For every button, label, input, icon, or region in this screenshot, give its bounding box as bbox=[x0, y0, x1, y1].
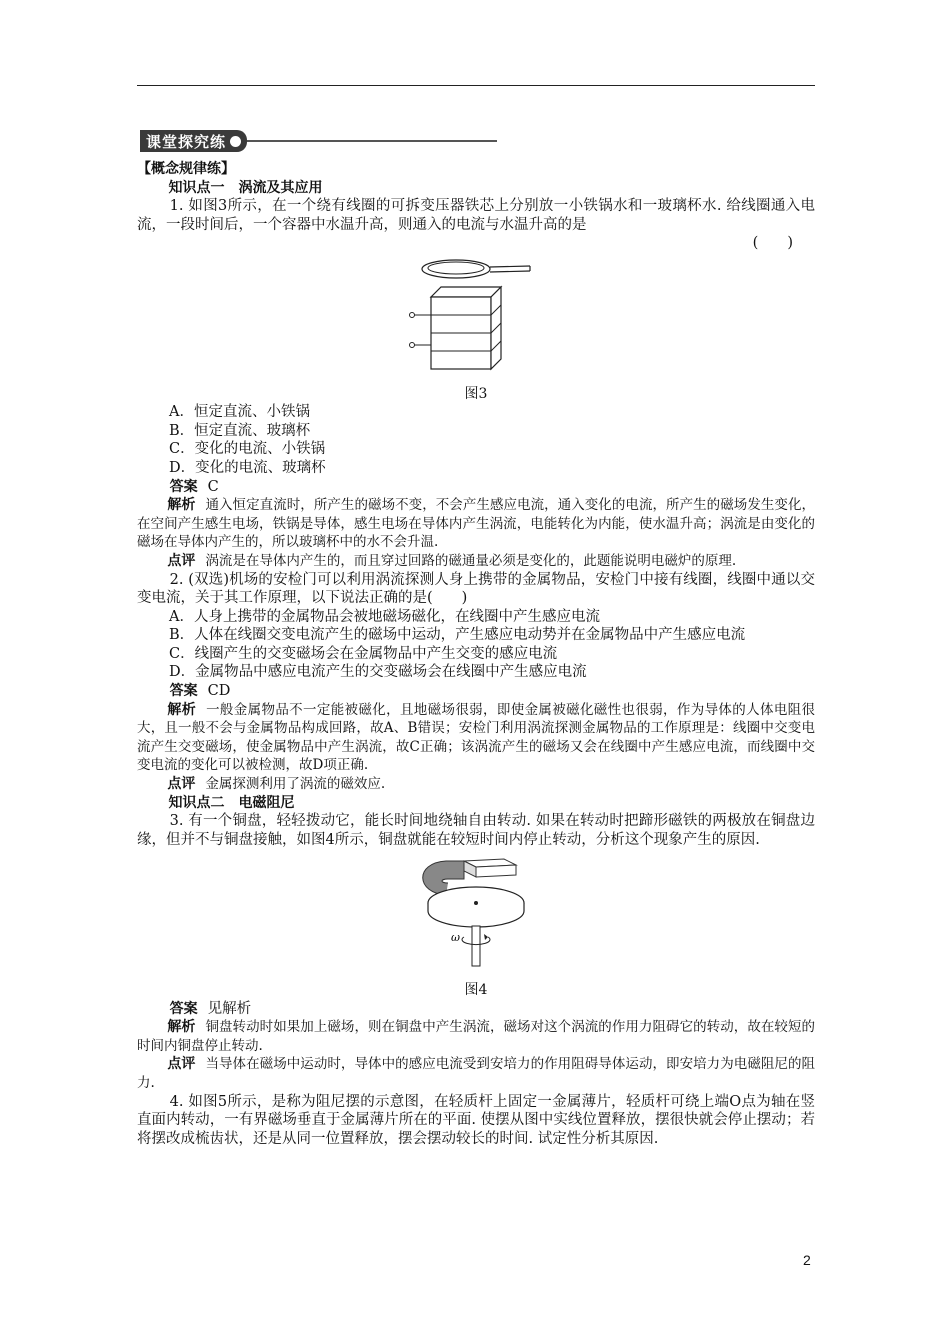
kp1-heading: 知识点一 涡流及其应用 bbox=[168, 179, 323, 196]
q1-option-a: A．恒定直流、小铁锅 bbox=[169, 404, 310, 421]
q3-answer-value: 见解析 bbox=[207, 1000, 252, 1017]
comment-label: 点评 bbox=[167, 1056, 196, 1073]
q3-answer bbox=[137, 1000, 815, 1019]
section-heading: 【概念规律练】 bbox=[137, 161, 235, 177]
q2-analysis-text: 一般金属物品不一定能被磁化，且地磁场很弱，即使金属被磁化磁性也很弱，作为导体的人体电阻很大，且一般不会与金属物品构成回路，故A、B错误；安检门利用涡流探测金属物品的工作原理是：线圈中交变电流产生交变磁场，使金属物品中产生涡流，故C正确；该涡流产生的磁场又会在线圈中产生感应电流，而线圈中交变电流的变化可以被检测，故D项正确. bbox=[137, 701, 816, 774]
comment-label: 点评 bbox=[167, 552, 196, 569]
q1-option-d: D．变化的电流、玻璃杯 bbox=[169, 459, 326, 476]
banner-box bbox=[140, 130, 247, 152]
q2-option-c: C．线圈产生的交变磁场会在金属物品中产生交变的感应电流 bbox=[169, 645, 558, 662]
q1-blank: ( ) bbox=[752, 235, 793, 252]
answer-label: 答案 bbox=[169, 683, 198, 700]
q2-comment-text: 金属探测利用了涡流的磁效应. bbox=[205, 776, 386, 793]
q2-comment bbox=[137, 775, 815, 794]
q1-analysis bbox=[137, 496, 815, 552]
q1-option-c: C．变化的电流、小铁锅 bbox=[169, 441, 326, 458]
banner-label: 课堂探究练 bbox=[146, 132, 227, 151]
q1-answer bbox=[137, 478, 815, 497]
q1-comment bbox=[137, 552, 815, 571]
q1-answer-value: C bbox=[207, 478, 219, 495]
q3-analysis bbox=[137, 1018, 815, 1055]
figure-4-caption: 图4 bbox=[464, 982, 488, 998]
q2-option-b: B．人体在线圈交变电流产生的磁场中运动，产生感应电动势并在金属物品中产生感应电流 bbox=[169, 627, 746, 644]
q2-option-a: A．人身上携带的金属物品会被地磁场磁化，在线圈中产生感应电流 bbox=[169, 608, 600, 625]
figure-3 bbox=[137, 257, 815, 383]
analysis-label: 解析 bbox=[167, 701, 197, 718]
kp2-heading: 知识点二 电磁阻尼 bbox=[168, 794, 295, 811]
q4-stem: 4. 如图5所示，是称为阻尼摆的示意图，在轻质杆上固定一金属薄片，轻质杆可绕上端O点为轴在竖直面内转动，一有界磁场垂直于金属薄片所在的平面. 使摆从图中实线位置释放，摆很快就会停止摆动；若将摆改成梳齿状，还是从同一位置释放，摆会摆动较长的时间. 试定性分析其原因. bbox=[137, 1093, 815, 1147]
q1-option-b: B．恒定直流、玻璃杯 bbox=[169, 422, 311, 439]
q2-option-d: D．金属物品中感应电流产生的交变磁场会在线圈中产生感应电流 bbox=[169, 664, 587, 681]
q1-analysis-text: 通入恒定直流时，所产生的磁场不变，不会产生感应电流，通入变化的电流，所产生的磁场发生变化，在空间产生感生电场，铁锅是导体，感生电场在导体内产生涡流，电能转化为内能，使水温升高；涡流是由变化的磁场在导体内产生的，所以玻璃杯中的水不会升温. bbox=[137, 497, 815, 551]
answer-label: 答案 bbox=[169, 478, 198, 495]
q3-analysis-text: 铜盘转动时如果加上磁场，则在铜盘中产生涡流，磁场对这个涡流的作用力阻碍它的转动，故在较短的时间内铜盘停止转动. bbox=[137, 1019, 815, 1054]
answer-label: 答案 bbox=[169, 1000, 198, 1017]
q2-answer-value: CD bbox=[207, 683, 231, 700]
q2-stem: 2. (双选)机场的安检门可以利用涡流探测人身上携带的金属物品，安检门中接有线圈，线圈中通以交变电流，关于其工作原理，以下说法正确的是( ) bbox=[137, 571, 815, 607]
page-number: 2 bbox=[803, 1252, 811, 1268]
q1-comment-text: 涡流是在导体内产生的，而且穿过回路的磁通量必须是变化的，此题能说明电磁炉的原理. bbox=[205, 552, 737, 569]
figure-3-drawing bbox=[406, 257, 546, 377]
q3-stem: 3. 有一个铜盘，轻轻拨动它，能长时间地绕轴自由转动. 如果在转动时把蹄形磁铁的两极放在铜盘边缘，但并不与铜盘接触，如图4所示，铜盘就能在较短时间内停止转动，分析这个现象产生的原因. bbox=[137, 813, 815, 848]
q3-comment-text: 当导体在磁场中运动时，导体中的感应电流受到安培力的作用阻碍导体运动，即安培力为电磁阻尼的阻力. bbox=[137, 1056, 815, 1091]
omega-label: ω bbox=[451, 931, 460, 945]
figure-4-drawing bbox=[406, 853, 546, 973]
q1-blank-line bbox=[137, 234, 815, 253]
q3-comment bbox=[137, 1055, 815, 1092]
section-banner bbox=[140, 130, 497, 152]
banner-line bbox=[247, 140, 497, 142]
q2-answer bbox=[137, 682, 815, 701]
banner-dot-icon bbox=[230, 136, 241, 147]
q1-stem: 1. 如图3所示，在一个绕有线圈的可拆变压器铁芯上分别放一小铁锅水和一玻璃杯水. 给线圈通入电流，一段时间后，一个容器中水温升高，则通入的电流与水温升高的是 bbox=[137, 198, 815, 233]
figure-4 bbox=[137, 853, 815, 979]
document-body bbox=[137, 160, 815, 1148]
analysis-label: 解析 bbox=[167, 1019, 196, 1036]
q2-analysis bbox=[137, 701, 815, 775]
analysis-label: 解析 bbox=[167, 497, 196, 514]
header-rule bbox=[137, 85, 815, 86]
comment-label: 点评 bbox=[167, 776, 196, 793]
figure-3-caption: 图3 bbox=[464, 385, 488, 402]
